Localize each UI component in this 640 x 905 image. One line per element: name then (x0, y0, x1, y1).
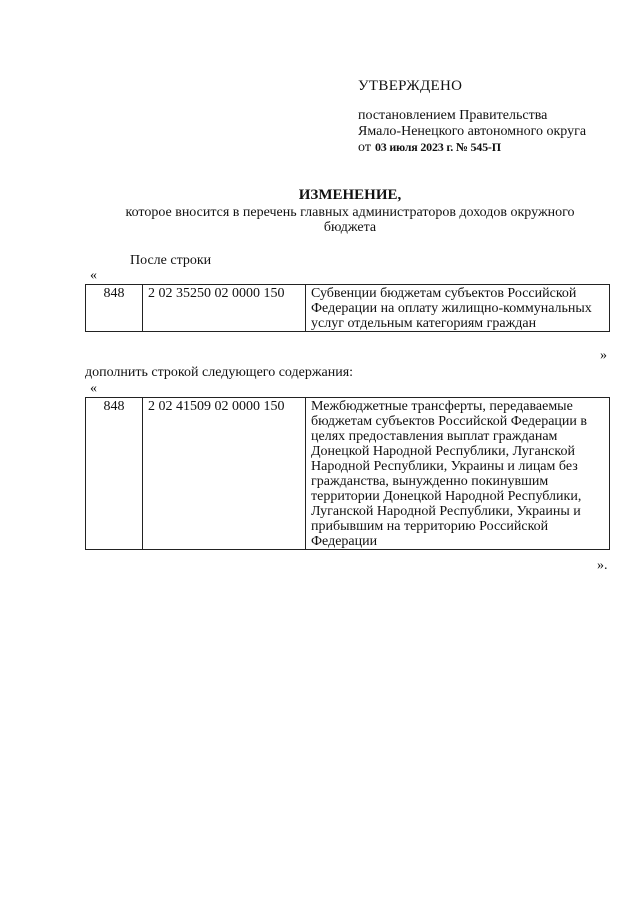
revenue-description: Субвенции бюджетам субъектов Российской Федерации на оплату жилищно-коммунальных услуг отдельным категориям граждан (306, 285, 610, 332)
document-heading: ИЗМЕНЕНИЕ, (298, 187, 402, 203)
approval-authority (358, 108, 586, 140)
after-line-label: После строки (130, 253, 212, 268)
open-quote-1: « (90, 268, 97, 283)
approval-date-prefix: от (358, 140, 371, 155)
budget-admin-code: 848 (86, 285, 143, 332)
new-row-table (85, 397, 610, 550)
open-quote-2: « (90, 381, 97, 396)
approval-date-value: 03 июля 2023 г. № 545-П (374, 140, 501, 154)
approval-authority-line2: Ямало-Ненецкого автономного округа (358, 124, 587, 139)
close-quote-1: » (600, 348, 607, 363)
table-row (86, 398, 610, 550)
supplement-text: дополнить строкой следующего содержания: (85, 365, 354, 380)
close-quote-final: ». (597, 558, 608, 573)
existing-row-table (85, 284, 610, 332)
budget-admin-code: 848 (86, 398, 143, 550)
revenue-classification-code: 2 02 35250 02 0000 150 (143, 285, 306, 332)
revenue-classification-code: 2 02 41509 02 0000 150 (143, 398, 306, 550)
approval-date (358, 140, 501, 156)
table-row (86, 285, 610, 332)
approval-title: УТВЕРЖДЕНО (358, 78, 463, 94)
document-subheading: которое вносится в перечень главных администраторов доходов окружного бюджета (125, 205, 575, 235)
revenue-description: Межбюджетные трансферты, передаваемые бюджетам субъектов Российской Федерации в целях предоставления выплат гражданам Донецкой Народной Республики, Луганской Народной Республики, Украины и лицам без гражданства, вынужденно покинувшим территории Донецкой Народной Республики, Луганской Народной Республики, Украины и прибывшим на территорию Российской Федерации (306, 398, 610, 550)
approval-authority-line1: постановлением Правительства (358, 108, 548, 123)
